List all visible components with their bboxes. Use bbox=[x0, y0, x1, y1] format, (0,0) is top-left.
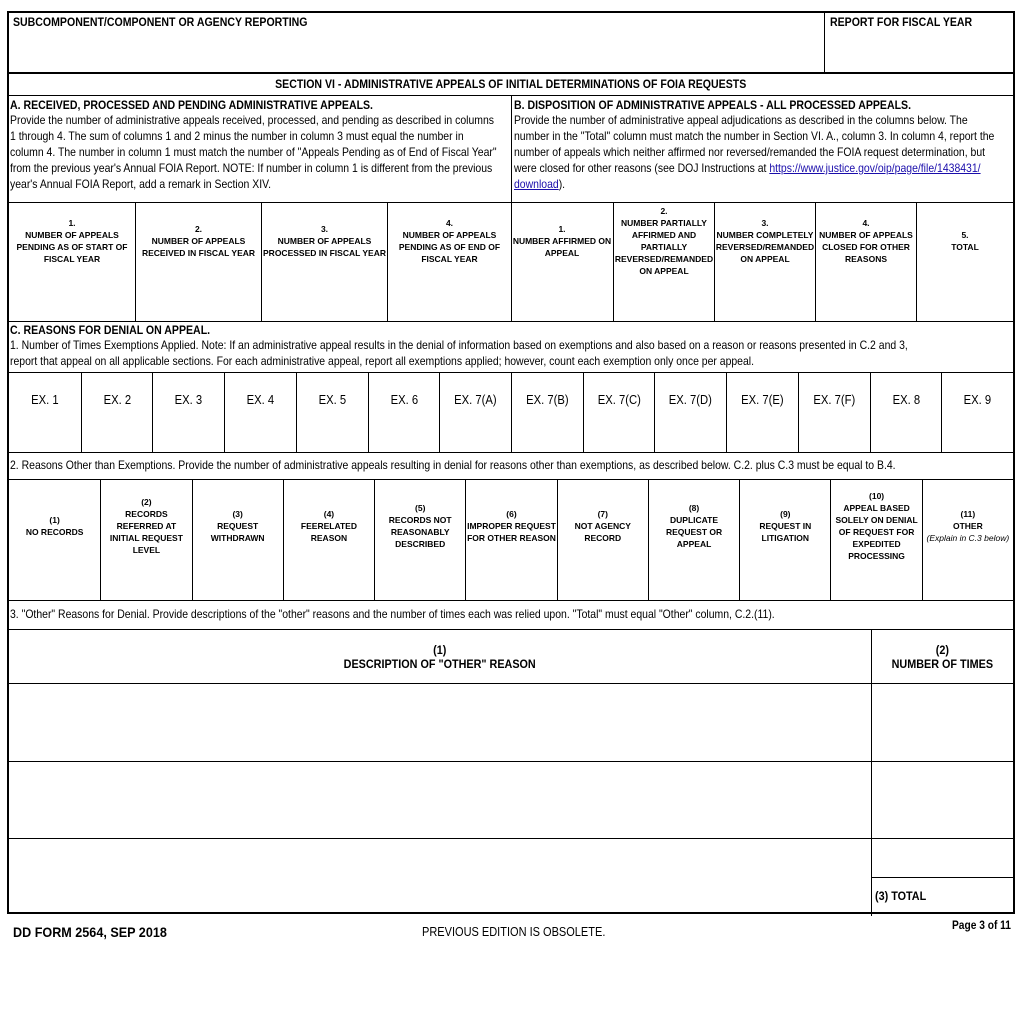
col-a4-header: 4. NUMBER OF APPEALS PENDING AS OF END OF FISCAL YEAR bbox=[398, 218, 501, 264]
part-a-line: from the previous year's Annual FOIA Report. NOTE: If number in column 1 is different from the previous bbox=[10, 161, 493, 175]
reason-column-header: (3) REQUEST WITHDRAWN bbox=[192, 479, 283, 600]
exemption-cell[interactable] bbox=[152, 372, 224, 452]
reason-column-header: (7) NOT AGENCY RECORD bbox=[557, 479, 648, 600]
exemption-cell[interactable] bbox=[439, 372, 511, 452]
exemption-label: EX. 1 bbox=[31, 393, 59, 407]
part-c-title: C. REASONS FOR DENIAL ON APPEAL. bbox=[10, 323, 211, 337]
part-b-link-suffix: ). bbox=[558, 177, 566, 191]
part-b-line: number of appeals which neither affirmed nor reversed/remanded the FOIA request determination, but bbox=[514, 145, 986, 159]
doj-instructions-link-cont[interactable]: download bbox=[514, 177, 559, 191]
part-b-line: number in the "Total" column must match the number in Section VI. A., column 3. In column 4, report the bbox=[514, 129, 995, 143]
col-b4-header: 4. NUMBER OF APPEALS CLOSED FOR OTHER REASONS bbox=[819, 218, 913, 264]
exemption-cell[interactable] bbox=[654, 372, 726, 452]
part-b-line: Provide the number of administrative appeal adjudications as described in the columns below. The bbox=[514, 113, 968, 127]
exemption-cell[interactable] bbox=[368, 372, 440, 452]
c2-instructions: 2. Reasons Other than Exemptions. Provide the number of administrative appeals resulting in denial for reasons other than exemptions, as described below. C.2. plus C.3 must be equal to B.4. bbox=[10, 458, 896, 472]
col-b5-header: 5. TOTAL bbox=[951, 230, 979, 252]
reason-column-header: (5) RECORDS NOT REASONABLY DESCRIBED bbox=[374, 479, 465, 600]
exemption-cell[interactable] bbox=[726, 372, 798, 452]
doj-instructions-link[interactable]: https://www.justice.gov/oip/page/file/1438431/ bbox=[769, 161, 981, 175]
exemption-label: EX. 4 bbox=[246, 393, 275, 407]
part-a-line: column 4. The number in column 1 must match the number of "Appeals Pending as of End of Fiscal Year" bbox=[10, 145, 497, 159]
other-reason-description-3[interactable] bbox=[11, 840, 869, 912]
reason-column-header: (4) FEERELATED REASON bbox=[283, 479, 374, 600]
foia-form-page bbox=[7, 11, 1015, 914]
part-b-title: B. DISPOSITION OF ADMINISTRATIVE APPEALS - ALL PROCESSED APPEALS. bbox=[514, 98, 912, 112]
number-of-times-header: (2) NUMBER OF TIMES bbox=[891, 643, 994, 671]
description-header: (1) DESCRIPTION OF "OTHER" REASON bbox=[343, 643, 537, 671]
reason-column-header: (9) REQUEST IN LITIGATION bbox=[739, 479, 830, 600]
col-b3-header: 3. NUMBER COMPLETELY REVERSED/REMANDED ON APPEAL bbox=[715, 218, 815, 264]
other-reason-count-3[interactable] bbox=[873, 840, 1011, 876]
col-b1-header: 1. NUMBER AFFIRMED ON APPEAL bbox=[512, 224, 612, 258]
agency-reporting-field[interactable] bbox=[15, 35, 815, 69]
col-a2-header: 2. NUMBER OF APPEALS RECEIVED IN FISCAL YEAR bbox=[141, 224, 256, 258]
exemption-label: EX. 7(F) bbox=[813, 393, 856, 407]
exemption-cell[interactable] bbox=[941, 372, 1013, 452]
col-b2-header: 2. NUMBER PARTIALLY AFFIRMED AND PARTIALLY REVERSED/REMANDED ON APPEAL bbox=[614, 206, 714, 276]
agency-reporting-label: SUBCOMPONENT/COMPONENT OR AGENCY REPORTING bbox=[13, 15, 308, 29]
exemption-label: EX. 7(E) bbox=[741, 393, 784, 407]
total-label: (3) TOTAL bbox=[875, 889, 927, 903]
exemption-label: EX. 7(B) bbox=[526, 393, 569, 407]
col-a1-header: 1. NUMBER OF APPEALS PENDING AS OF START OF FISCAL YEAR bbox=[16, 218, 128, 264]
exemption-cell[interactable] bbox=[224, 372, 296, 452]
part-b-line: were closed for other reasons (see DOJ Instructions at bbox=[514, 161, 770, 175]
exemption-label: EX. 5 bbox=[318, 393, 346, 407]
part-a-line: year's Annual FOIA Report, add a remark in Section XIV. bbox=[10, 177, 272, 191]
exemption-label: EX. 7(D) bbox=[669, 393, 713, 407]
c3-instructions: 3. "Other" Reasons for Denial. Provide descriptions of the "other" reasons and the number of times each was relied upon. "Total" must equal "Other" column, C.2.(11). bbox=[10, 607, 775, 621]
other-reason-description-2[interactable] bbox=[11, 763, 869, 837]
exemption-label: EX. 8 bbox=[892, 393, 920, 407]
exemption-label: EX. 7(A) bbox=[454, 393, 497, 407]
exemption-cell[interactable] bbox=[9, 372, 81, 452]
form-id: DD FORM 2564, SEP 2018 bbox=[13, 924, 167, 940]
reason-column-header: (6) IMPROPER REQUEST FOR OTHER REASON bbox=[465, 479, 556, 600]
exemption-cell[interactable] bbox=[583, 372, 655, 452]
part-a-title: A. RECEIVED, PROCESSED AND PENDING ADMINISTRATIVE APPEALS. bbox=[10, 98, 373, 112]
exemption-cell[interactable] bbox=[296, 372, 368, 452]
other-reason-description-1[interactable] bbox=[11, 685, 869, 759]
part-a-line: 1 through 4. The sum of columns 1 and 2 minus the number in column 3 must equal the number in bbox=[10, 129, 464, 143]
exemption-cell[interactable] bbox=[870, 372, 942, 452]
page-number: Page 3 of 11 bbox=[952, 918, 1011, 932]
reason-column-header: (10) APPEAL BASED SOLELY ON DENIAL OF REQUEST FOR EXPEDITED PROCESSING bbox=[830, 479, 921, 600]
exemption-label: EX. 7(C) bbox=[597, 393, 641, 407]
exemption-cell[interactable] bbox=[798, 372, 870, 452]
exemption-cell[interactable] bbox=[81, 372, 153, 452]
reason-note: (Explain in C.3 below) bbox=[926, 532, 1010, 543]
exemption-label: EX. 6 bbox=[390, 393, 418, 407]
fiscal-year-field[interactable] bbox=[831, 35, 1011, 69]
fiscal-year-label: REPORT FOR FISCAL YEAR bbox=[830, 15, 973, 29]
exemption-label: EX. 9 bbox=[963, 393, 992, 407]
section-title: SECTION VI - ADMINISTRATIVE APPEALS OF INITIAL DETERMINATIONS OF FOIA REQUESTS bbox=[275, 77, 747, 91]
other-reason-count-2[interactable] bbox=[873, 763, 1011, 837]
exemptions-row bbox=[9, 372, 1013, 452]
col-a3-header: 3. NUMBER OF APPEALS PROCESSED IN FISCAL YEAR bbox=[263, 224, 386, 258]
reason-column-header: (11) OTHER (Explain in C.3 below) bbox=[922, 479, 1013, 600]
exemption-label: EX. 3 bbox=[175, 393, 203, 407]
reason-column-header: (1) NO RECORDS bbox=[25, 514, 84, 537]
edition-notice: PREVIOUS EDITION IS OBSOLETE. bbox=[422, 925, 606, 939]
part-a-line: Provide the number of administrative appeals received, processed, and pending as described in columns bbox=[10, 113, 495, 127]
exemption-cell[interactable] bbox=[511, 372, 583, 452]
c1-line: report that appeal on all applicable sections. For each administrative appeal, report all exemptions applied; however, count each exemption only once per appeal. bbox=[10, 354, 755, 368]
exemption-label: EX. 2 bbox=[103, 393, 131, 407]
other-reason-count-1[interactable] bbox=[873, 685, 1011, 759]
reason-column-header: (8) DUPLICATE REQUEST OR APPEAL bbox=[648, 479, 739, 600]
reason-column-header: (2) RECORDS REFERRED AT INITIAL REQUEST LEVEL bbox=[100, 479, 191, 600]
reasons-row bbox=[9, 479, 1013, 600]
c1-line: 1. Number of Times Exemptions Applied. Note: If an administrative appeal results in the denial of information based on exemptions and also based on a reason or reasons presented in C.2 and 3, bbox=[10, 338, 908, 352]
